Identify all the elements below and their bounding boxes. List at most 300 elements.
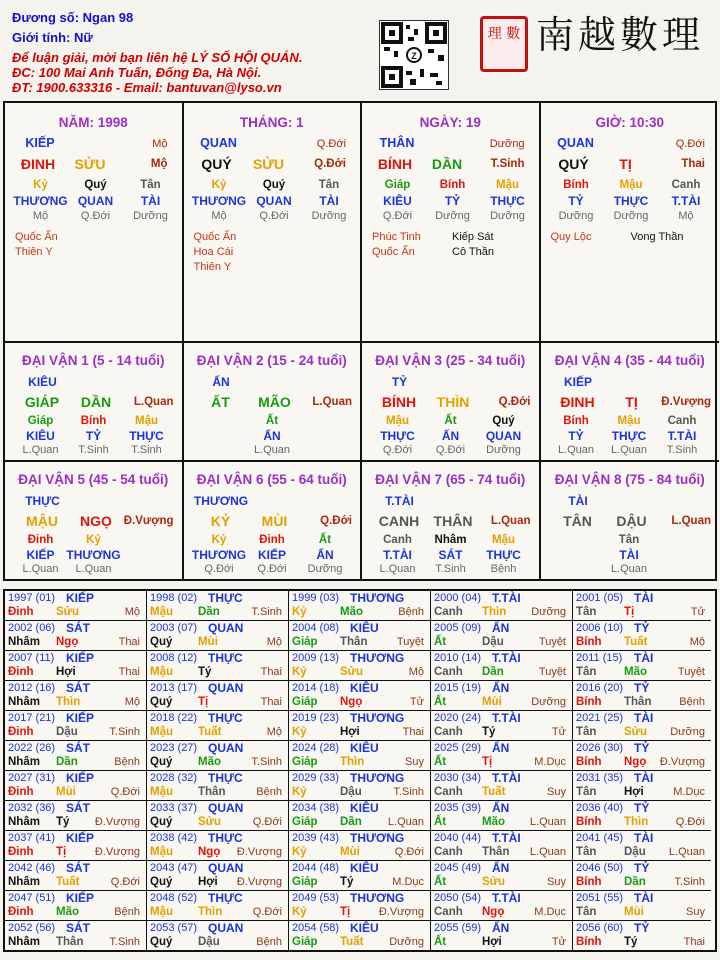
- hidden-god: THỰC: [380, 429, 415, 443]
- year-cell[interactable]: [5, 891, 147, 921]
- year-stem: Quý: [150, 636, 173, 648]
- year-branch: Thân: [482, 846, 510, 858]
- hidden-god: THỰC: [129, 429, 164, 443]
- year-cell[interactable]: [5, 921, 147, 951]
- year-stem: Canh: [434, 906, 463, 918]
- year-cell[interactable]: [431, 711, 573, 741]
- decade-branch: DẦN: [80, 394, 112, 410]
- pillar-god: QUAN: [200, 136, 237, 150]
- year-cell[interactable]: [289, 771, 431, 801]
- year-stage: Bệnh: [679, 696, 705, 708]
- year-branch: Thìn: [198, 906, 223, 918]
- year-branch: Ngọ: [482, 906, 505, 918]
- year-branch: Tý: [56, 816, 70, 828]
- year-cell[interactable]: [431, 801, 573, 831]
- year-cell[interactable]: [289, 651, 431, 681]
- year-branch: Tuất: [624, 636, 648, 648]
- star-left: Thiên Y: [193, 261, 232, 273]
- year-stem: Tân: [576, 726, 597, 738]
- year-branch: Mão: [198, 756, 221, 768]
- year-branch: Mùi: [56, 786, 76, 798]
- hidden-god: TỶ: [85, 429, 102, 443]
- year-stage: Tuyệt: [538, 666, 566, 678]
- year-cell[interactable]: [573, 651, 711, 681]
- hidden-stem: Đinh: [259, 534, 285, 546]
- hidden-god: SÁT: [438, 548, 463, 562]
- year-label: 2016 (20): [576, 682, 624, 694]
- year-cell[interactable]: [573, 681, 711, 711]
- year-label: 2015 (19): [434, 682, 482, 694]
- decade-cell[interactable]: [184, 462, 363, 581]
- year-label: 2008 (12): [150, 652, 198, 664]
- year-label: 2044 (48): [292, 862, 340, 874]
- pillar-cell[interactable]: [184, 103, 363, 343]
- pillar-god: KIẾP: [25, 136, 55, 150]
- year-god: TỶ: [634, 921, 650, 935]
- year-god: KIÊU: [350, 861, 379, 875]
- hidden-stem: Giáp: [27, 415, 54, 427]
- year-cell[interactable]: [289, 831, 431, 861]
- year-cell[interactable]: [5, 831, 147, 861]
- pillar-god: THÂN: [379, 136, 415, 150]
- decade-branch: DẬU: [616, 513, 647, 529]
- year-stem: Tân: [576, 606, 597, 618]
- year-cell[interactable]: [147, 621, 289, 651]
- year-label: 2018 (22): [150, 712, 198, 724]
- address-line: ĐC: 100 Mai Anh Tuấn, Đống Đa, Hà Nội.: [12, 65, 262, 80]
- hidden-stem: Quý: [262, 179, 286, 191]
- pillar-title: GIỜ: 10:30: [595, 115, 665, 130]
- year-cell[interactable]: [289, 891, 431, 921]
- year-cell[interactable]: [431, 651, 573, 681]
- hidden-stage: Mộ: [32, 210, 49, 222]
- year-god: ẤN: [492, 681, 510, 695]
- year-label: 2006 (10): [576, 622, 624, 634]
- year-branch: Hợi: [340, 726, 360, 738]
- hidden-stem: Tân: [140, 179, 161, 191]
- hidden-god: KIÊU: [26, 429, 55, 443]
- pillar-cell[interactable]: [541, 103, 720, 343]
- year-cell[interactable]: [431, 681, 573, 711]
- year-cell[interactable]: [431, 741, 573, 771]
- year-cell[interactable]: [147, 651, 289, 681]
- year-stage: Bệnh: [398, 606, 424, 618]
- year-cell[interactable]: [431, 921, 573, 951]
- year-stage: T.Sinh: [251, 756, 282, 768]
- year-god: KIẾP: [66, 591, 95, 605]
- hidden-god: KIÊU: [383, 194, 412, 208]
- year-stem: Bính: [576, 936, 602, 948]
- star-left: Phúc Tinh: [372, 231, 421, 243]
- year-cell[interactable]: [431, 591, 573, 621]
- hidden-stem: Nhâm: [434, 534, 467, 546]
- hidden-stage: L.Quan: [557, 444, 595, 456]
- year-branch: Mão: [340, 606, 363, 618]
- year-stage: M.Dục: [673, 786, 705, 798]
- year-stage: Mộ: [266, 636, 282, 648]
- year-label: 2039 (43): [292, 832, 340, 844]
- year-cell[interactable]: [573, 591, 711, 621]
- hidden-god: THƯƠNG: [13, 194, 68, 208]
- year-cell[interactable]: [147, 741, 289, 771]
- year-cell[interactable]: [573, 891, 711, 921]
- pillar-stage: Thai: [681, 158, 705, 170]
- year-cell[interactable]: [573, 801, 711, 831]
- year-god: THƯƠNG: [350, 651, 405, 665]
- hidden-stem: Canh: [383, 534, 412, 546]
- hidden-stage: Dưỡng: [311, 210, 347, 222]
- year-branch: Mùi: [482, 696, 502, 708]
- year-cell[interactable]: [289, 621, 431, 651]
- decade-branch: THÂN: [433, 513, 473, 529]
- year-branch: Hợi: [198, 876, 218, 888]
- decade-stage: L.Quan: [490, 515, 531, 527]
- year-god: TÀI: [634, 891, 654, 905]
- contact-line: Để luận giải, mời bạn liên hệ LÝ SỐ HỘI QUÁN.: [12, 50, 303, 65]
- year-branch: Thìn: [56, 696, 81, 708]
- hidden-stage: Q.Đới: [259, 210, 289, 222]
- year-cell[interactable]: [147, 861, 289, 891]
- year-stage: Đ.Vượng: [659, 756, 705, 768]
- year-label: 1999 (03): [292, 592, 340, 604]
- year-branch: Sửu: [198, 816, 222, 828]
- decade-cell[interactable]: [5, 462, 184, 581]
- decade-stage: Đ.Vượng: [661, 396, 711, 408]
- decade-god: THỰC: [25, 494, 60, 508]
- year-cell[interactable]: [147, 711, 289, 741]
- decade-god: TÀI: [568, 494, 588, 508]
- year-god: KIẾP: [66, 651, 95, 665]
- decade-branch: THÌN: [436, 394, 470, 410]
- star-right: Cô Thần: [452, 246, 494, 258]
- year-stage: Suy: [686, 906, 705, 918]
- year-cell[interactable]: [431, 621, 573, 651]
- year-cell[interactable]: [5, 741, 147, 771]
- hidden-stage: T.Sinh: [666, 444, 698, 456]
- year-god: TỶ: [634, 741, 650, 755]
- year-cell[interactable]: [289, 921, 431, 951]
- hidden-stem: Tân: [618, 534, 640, 546]
- pillar-stem: QUÝ: [201, 156, 232, 172]
- year-branch: Hợi: [624, 786, 644, 798]
- year-cell[interactable]: [289, 861, 431, 891]
- year-stage: Thai: [260, 666, 282, 678]
- year-label: 2030 (34): [434, 772, 482, 784]
- year-cell[interactable]: [573, 921, 711, 951]
- hidden-god: KIẾP: [26, 548, 55, 562]
- year-god: TÀI: [634, 591, 654, 605]
- pillar-branch: SỬU: [74, 156, 106, 172]
- decade-stage: Q.Đới: [320, 515, 352, 527]
- year-stage: Mộ: [266, 726, 282, 738]
- decade-cell[interactable]: [541, 343, 720, 462]
- year-god: T.TÀI: [492, 771, 521, 785]
- hidden-stem: Kỷ: [33, 179, 48, 191]
- year-stem: Kỷ: [292, 666, 307, 678]
- decade-title: ĐẠI VẬN 3 (25 - 34 tuổi): [375, 353, 526, 368]
- year-stem: Giáp: [292, 636, 318, 648]
- year-cell[interactable]: [289, 741, 431, 771]
- hidden-stem: Mậu: [492, 534, 515, 546]
- year-god: TỶ: [634, 861, 650, 875]
- year-cell[interactable]: [5, 681, 147, 711]
- star-left: Thiên Y: [15, 246, 53, 258]
- year-stage: Mộ: [408, 666, 424, 678]
- hidden-stem: Bính: [439, 179, 466, 191]
- year-label: 2038 (42): [150, 832, 198, 844]
- year-cell[interactable]: [147, 591, 289, 621]
- year-branch: Tị: [198, 696, 209, 708]
- year-stem: Nhâm: [8, 756, 40, 768]
- year-label: 2029 (33): [292, 772, 340, 784]
- year-god: THỰC: [208, 591, 243, 605]
- year-stem: Nhâm: [8, 816, 40, 828]
- hidden-stage: Dưỡng: [133, 210, 168, 222]
- year-cell[interactable]: [147, 681, 289, 711]
- year-cell[interactable]: [573, 861, 711, 891]
- year-label: 2000 (04): [434, 592, 482, 604]
- year-cell[interactable]: [573, 621, 711, 651]
- year-god: SÁT: [66, 741, 90, 755]
- year-branch: Tý: [340, 876, 354, 888]
- year-stage: Suy: [547, 786, 566, 798]
- star-right: Kiếp Sát: [452, 231, 494, 243]
- hidden-stem: Bính: [563, 179, 589, 191]
- year-label: 2009 (13): [292, 652, 340, 664]
- decade-cell[interactable]: [5, 343, 184, 462]
- year-stage: Đ.Vượng: [94, 816, 140, 828]
- decade-stem: GIÁP: [24, 394, 60, 410]
- year-branch: Tý: [198, 666, 212, 678]
- pillar-title: NĂM: 1998: [58, 115, 128, 130]
- year-stage: Q.Đới: [394, 846, 424, 858]
- year-stage: Thai: [683, 936, 705, 948]
- year-label: 2007 (11): [8, 652, 55, 664]
- year-cell[interactable]: [5, 771, 147, 801]
- year-label: 2005 (09): [434, 622, 482, 634]
- year-cell[interactable]: [5, 801, 147, 831]
- year-cell[interactable]: [289, 801, 431, 831]
- year-god: KIÊU: [350, 681, 379, 695]
- year-god: ẤN: [492, 921, 510, 935]
- year-label: 2036 (40): [576, 802, 624, 814]
- year-god: ẤN: [492, 801, 510, 815]
- hidden-stem: Ất: [444, 415, 457, 427]
- year-branch: Mùi: [624, 906, 644, 918]
- year-stem: Ất: [434, 756, 447, 768]
- hidden-stem: Bính: [563, 415, 589, 427]
- decade-title: ĐẠI VẬN 7 (65 - 74 tuổi): [375, 472, 526, 487]
- pillar-cell[interactable]: [5, 103, 184, 343]
- decade-stem: ĐINH: [560, 394, 595, 410]
- red-seal: 理 數: [480, 16, 528, 72]
- year-stem: Canh: [434, 606, 463, 618]
- year-god: THỰC: [208, 891, 243, 905]
- year-cell[interactable]: [147, 891, 289, 921]
- year-stage: Tử: [551, 726, 566, 738]
- hidden-god: THỰC: [486, 548, 521, 562]
- year-branch: Dần: [198, 606, 220, 618]
- decade-title: ĐẠI VẬN 1 (5 - 14 tuổi): [21, 353, 165, 368]
- year-label: 2046 (50): [576, 862, 624, 874]
- year-cell[interactable]: [289, 591, 431, 621]
- year-stem: Kỷ: [292, 846, 307, 858]
- year-label: 2025 (29): [434, 742, 482, 754]
- year-cell[interactable]: [147, 921, 289, 951]
- hidden-stage: Q.Đới: [382, 444, 413, 456]
- year-label: 2014 (18): [292, 682, 340, 694]
- year-label: 2031 (35): [576, 772, 624, 784]
- year-stem: Giáp: [292, 696, 318, 708]
- year-god: KIẾP: [66, 831, 95, 845]
- pillar-branch: SỬU: [252, 156, 285, 172]
- hidden-stem: Đinh: [27, 534, 54, 546]
- year-cell[interactable]: [573, 771, 711, 801]
- year-god: ẤN: [492, 861, 510, 875]
- year-cell[interactable]: [573, 711, 711, 741]
- year-stem: Quý: [150, 936, 173, 948]
- pillar-title: NGÀY: 19: [419, 115, 481, 130]
- year-stem: Ất: [434, 876, 447, 888]
- decade-stem: CANH: [378, 513, 420, 529]
- decade-title: ĐẠI VẬN 2 (15 - 24 tuổi): [196, 353, 347, 368]
- logo-calligraphy: 南越數理: [536, 13, 705, 57]
- year-cell[interactable]: [5, 711, 147, 741]
- year-branch: Tị: [624, 606, 635, 618]
- year-cell[interactable]: [573, 831, 711, 861]
- year-god: THỰC: [208, 711, 243, 725]
- year-stage: L.Quan: [529, 846, 566, 858]
- year-stem: Nhâm: [8, 936, 40, 948]
- year-label: 2040 (44): [434, 832, 482, 844]
- year-cell[interactable]: [5, 861, 147, 891]
- year-stem: Đinh: [8, 726, 34, 738]
- hidden-stage: Dưỡng: [307, 563, 343, 575]
- year-branch: Mùi: [198, 636, 218, 648]
- hidden-stage: L.Quan: [610, 444, 648, 456]
- year-cell[interactable]: [431, 831, 573, 861]
- year-cell[interactable]: [289, 681, 431, 711]
- year-label: 1998 (02): [150, 592, 198, 604]
- hidden-god: ẤN: [263, 429, 281, 443]
- year-cell[interactable]: [289, 711, 431, 741]
- year-stage: T.Sinh: [109, 936, 140, 948]
- pillar-stage: Q.Đới: [314, 158, 346, 170]
- year-god: QUAN: [208, 741, 244, 755]
- decade-cell[interactable]: [362, 343, 541, 462]
- qr-code-icon[interactable]: [379, 20, 449, 90]
- year-god: TỶ: [634, 681, 650, 695]
- year-stem: Đinh: [8, 906, 34, 918]
- year-branch: Tị: [56, 846, 67, 858]
- year-stage: Tử: [409, 696, 424, 708]
- decade-stage: Q.Đới: [498, 396, 531, 408]
- year-cell[interactable]: [431, 891, 573, 921]
- year-label: 2012 (16): [8, 682, 56, 694]
- year-god: TÀI: [634, 771, 654, 785]
- year-stage: Mộ: [124, 606, 140, 618]
- year-stage: Dưỡng: [670, 726, 705, 738]
- year-cell[interactable]: [431, 771, 573, 801]
- hidden-stage: L.Quan: [75, 563, 112, 575]
- year-cell[interactable]: [431, 861, 573, 891]
- year-branch: Dậu: [624, 846, 646, 858]
- year-label: 2034 (38): [292, 802, 340, 814]
- hidden-stem: Canh: [667, 415, 697, 427]
- year-stem: Tân: [576, 846, 597, 858]
- year-cell[interactable]: [573, 741, 711, 771]
- year-label: 2027 (31): [8, 772, 56, 784]
- year-cell[interactable]: [147, 771, 289, 801]
- year-label: 2033 (37): [150, 802, 198, 814]
- year-stage: Tuyệt: [396, 636, 424, 648]
- year-cell[interactable]: [5, 651, 147, 681]
- year-branch: Dần: [56, 756, 78, 768]
- year-stem: Tân: [576, 666, 597, 678]
- year-god: KIẾP: [66, 711, 95, 725]
- year-cell[interactable]: [5, 591, 147, 621]
- decade-cell[interactable]: [184, 343, 363, 462]
- decade-stem: KỶ: [210, 513, 231, 529]
- year-stage: Thai: [260, 696, 282, 708]
- year-stage: Đ.Vượng: [236, 876, 282, 888]
- year-god: QUAN: [208, 921, 244, 935]
- hidden-stage: T.Sinh: [131, 444, 162, 456]
- hidden-stem: Quý: [84, 179, 107, 191]
- pillar-god-stage: Mộ: [152, 138, 168, 150]
- year-cell[interactable]: [147, 801, 289, 831]
- hidden-god: QUAN: [256, 194, 292, 208]
- year-label: 2041 (45): [576, 832, 624, 844]
- year-stage: M.Dục: [392, 876, 424, 888]
- decade-cell[interactable]: [541, 462, 720, 581]
- hidden-stage: T.Sinh: [78, 444, 109, 456]
- hidden-god: KIẾP: [257, 548, 286, 562]
- year-label: 2011 (15): [576, 652, 623, 664]
- hidden-stage: L.Quan: [379, 563, 416, 575]
- svg-text:Z: Z: [411, 51, 417, 61]
- pillar-god-stage: Q.Đới: [316, 138, 346, 150]
- year-stage: Thai: [402, 726, 424, 738]
- chart-grid: [3, 101, 717, 581]
- hidden-stem: Bính: [80, 415, 107, 427]
- year-stage: Dưỡng: [389, 936, 424, 948]
- year-cell[interactable]: [147, 831, 289, 861]
- pillar-cell[interactable]: [362, 103, 541, 343]
- year-stage: Dưỡng: [531, 606, 566, 618]
- year-stage: L.Quan: [529, 816, 566, 828]
- year-label: 2013 (17): [150, 682, 198, 694]
- year-god: TỶ: [634, 801, 650, 815]
- year-stage: Đ.Vượng: [94, 846, 140, 858]
- decade-title: ĐẠI VẬN 5 (45 - 54 tuổi): [18, 472, 169, 487]
- decade-title: ĐẠI VẬN 6 (55 - 64 tuổi): [196, 472, 347, 487]
- year-stage: Tuyệt: [677, 666, 705, 678]
- hidden-god: TỶ: [568, 429, 584, 443]
- year-stem: Bính: [576, 756, 602, 768]
- pillar-stage: T.Sinh: [490, 158, 525, 170]
- year-branch: Sửu: [482, 876, 506, 888]
- year-branch: Tuất: [482, 786, 506, 798]
- year-branch: Ngọ: [198, 846, 221, 858]
- year-stem: Kỷ: [292, 606, 307, 618]
- year-cell[interactable]: [5, 621, 147, 651]
- year-god: ẤN: [492, 741, 510, 755]
- year-branch: Mão: [56, 906, 79, 918]
- pillar-god-stage: Dưỡng: [489, 138, 525, 150]
- year-label: 2024 (28): [292, 742, 340, 754]
- decade-cell[interactable]: [362, 462, 541, 581]
